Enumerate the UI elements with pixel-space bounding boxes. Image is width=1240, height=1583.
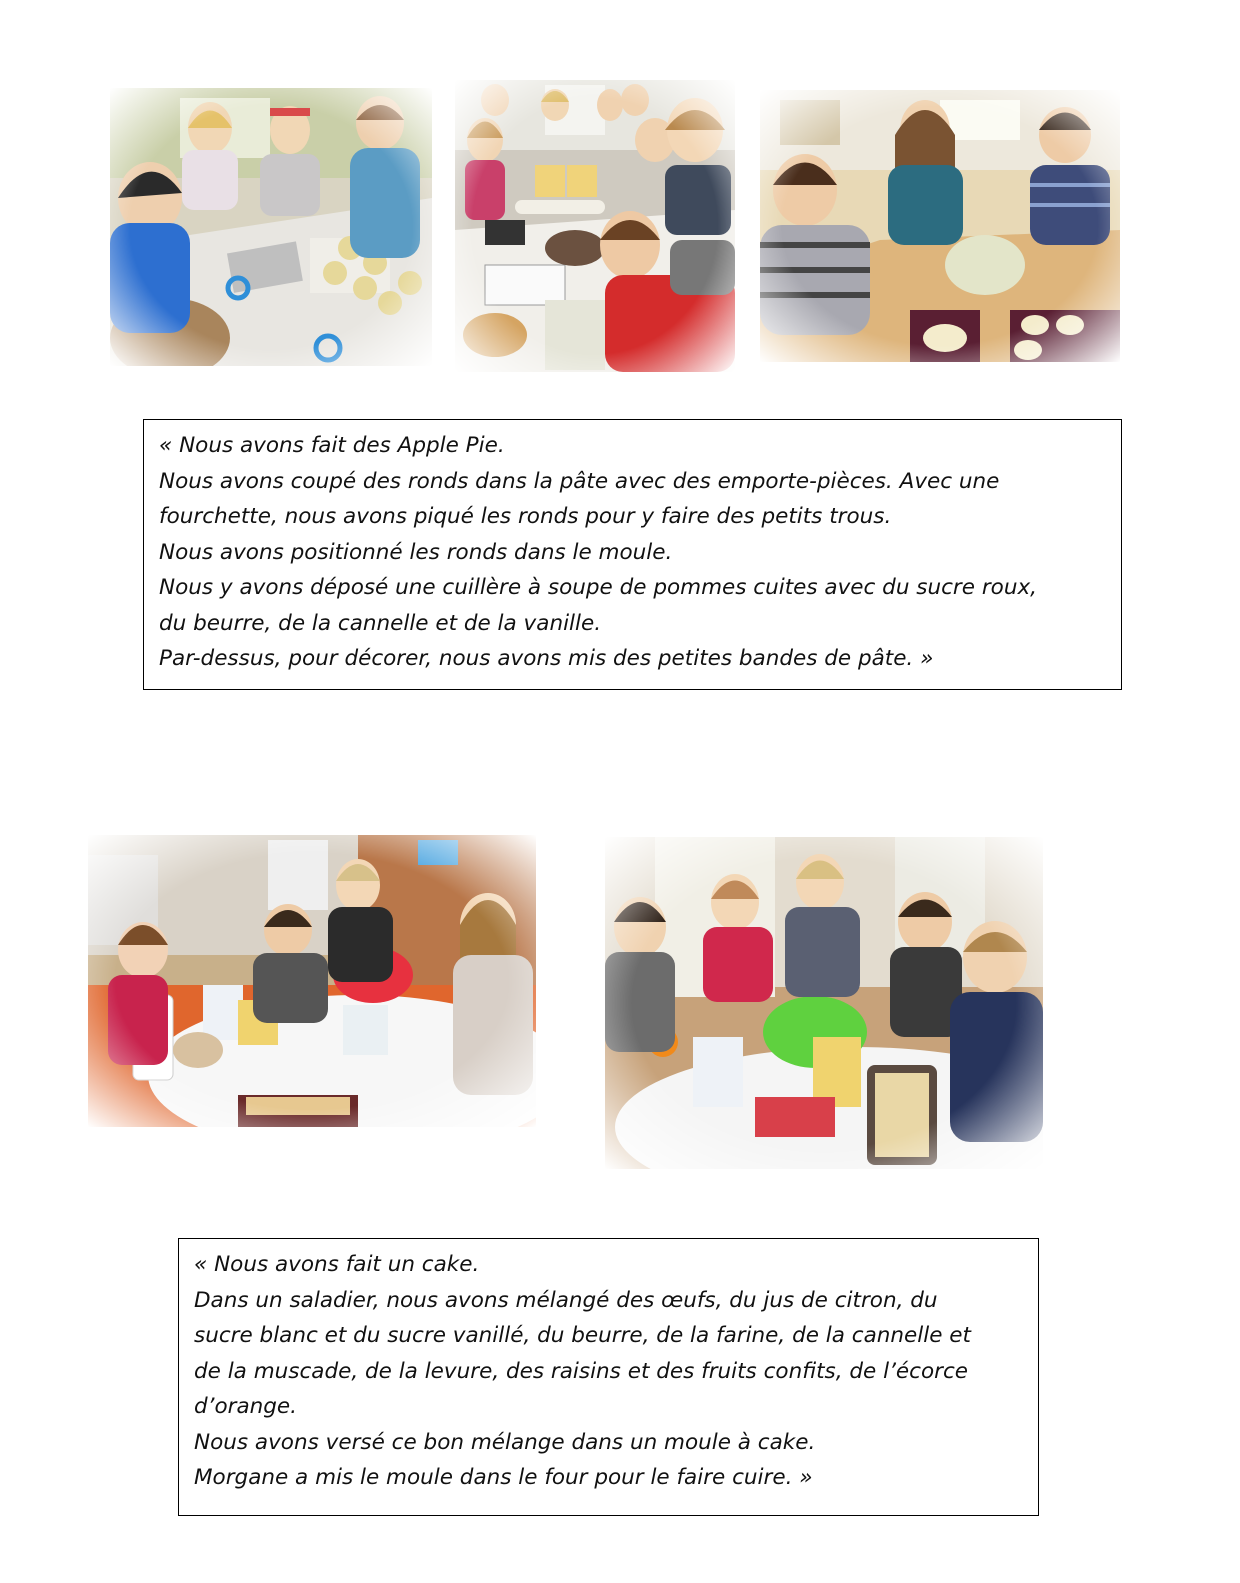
text-line: fourchette, nous avons piqué les ronds pour y faire des petits trous. bbox=[159, 504, 892, 529]
text-line: « Nous avons fait des Apple Pie. bbox=[159, 433, 505, 458]
apple-pie-text-box bbox=[143, 419, 1122, 690]
text-line: Nous avons positionné les ronds dans le moule. bbox=[159, 539, 673, 565]
text-line: Nous avons coupé des ronds dans la pâte avec des emporte-pièces. Avec une bbox=[159, 468, 1000, 494]
text-line: d’orange. bbox=[194, 1394, 297, 1419]
children-around-green-bowl-photo bbox=[605, 837, 1043, 1169]
text-line: Par-dessus, pour décorer, nous avons mis des petites bandes de pâte. » bbox=[159, 646, 934, 671]
children-cutting-dough-photo bbox=[110, 88, 432, 366]
children-around-pink-bowl-photo bbox=[88, 835, 536, 1127]
children-at-table-with-rolling-pin-photo bbox=[455, 80, 735, 372]
text-line: « Nous avons fait un cake. bbox=[194, 1252, 480, 1277]
text-line: Morgane a mis le moule dans le four pour le faire cuire. » bbox=[194, 1465, 813, 1490]
children-decorating-pies-photo bbox=[760, 90, 1120, 362]
text-line: Nous y avons déposé une cuillère à soupe de pommes cuites avec du sucre roux, bbox=[159, 575, 1038, 600]
text-line: Dans un saladier, nous avons mélangé des œufs, du jus de citron, du bbox=[194, 1287, 938, 1313]
text-line: sucre blanc et du sucre vanillé, du beurre, de la farine, de la cannelle et bbox=[194, 1323, 971, 1348]
text-line: du beurre, de la cannelle et de la vanille. bbox=[159, 610, 602, 636]
text-line: de la muscade, de la levure, des raisins et des fruits confits, de l’écorce bbox=[194, 1358, 968, 1384]
cake-text-box bbox=[178, 1238, 1039, 1516]
text-line: Nous avons versé ce bon mélange dans un moule à cake. bbox=[194, 1429, 816, 1455]
